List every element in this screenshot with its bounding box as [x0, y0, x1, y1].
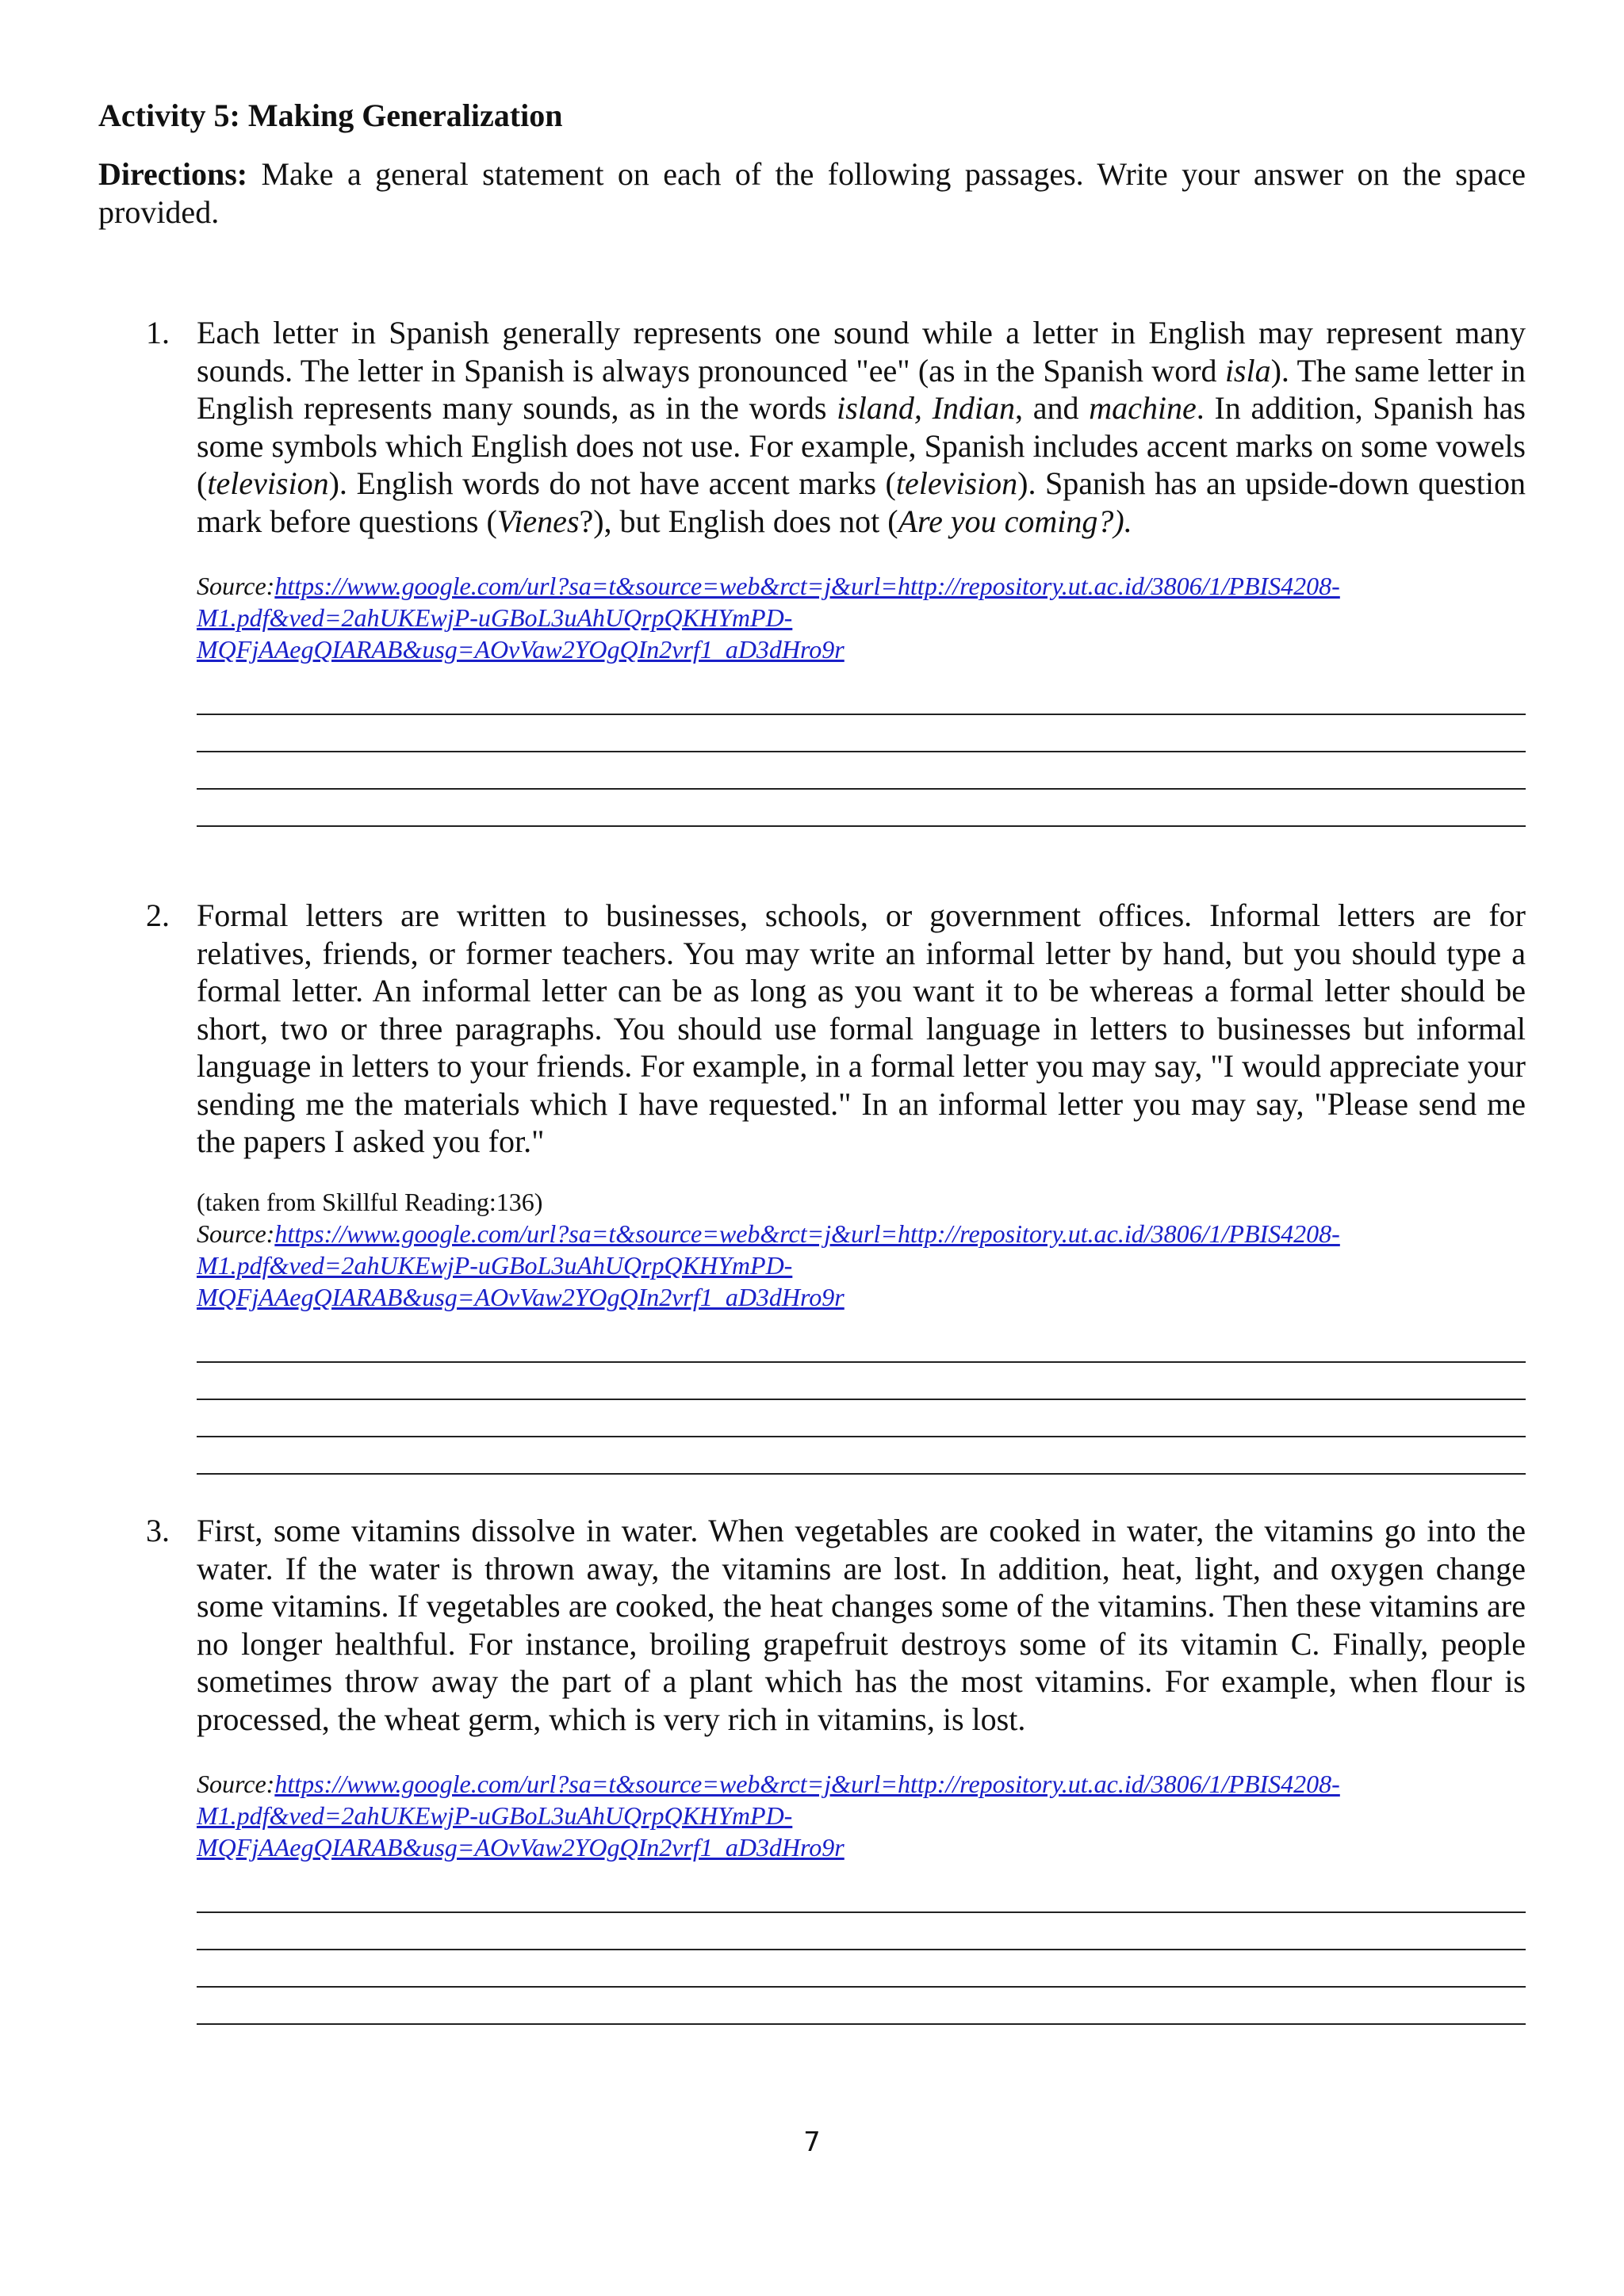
answer-line[interactable]	[197, 752, 1526, 790]
worksheet-page	[98, 94, 1526, 1862]
italic-term: television	[895, 465, 1018, 501]
passage-text	[197, 314, 1526, 540]
directions-text: Make a general statement on each of the following passages. Write your answer on the space provided.	[98, 156, 1526, 230]
answer-line[interactable]	[197, 1326, 1526, 1363]
passage-text	[197, 1512, 1526, 1738]
source-label: Source:	[197, 572, 275, 600]
italic-term: television	[207, 465, 329, 501]
passage-segment: Formal letters are written to businesses, schools, or government offices. Informal letters are for relatives, friends, or former teachers. You may write an informal letter by hand, but you should type a formal letter. An informal letter can be as long as you want it to be whereas a formal letter should be short, two or three paragraphs. You should use formal language in letters to businesses but informal language in letters to your friends. For example, in a formal letter you may say, "I would appreciate your sending me the materials which I have requested." In an informal letter you may say, "Please send me the papers I asked you for."	[197, 897, 1526, 1159]
answer-lines	[197, 1876, 1526, 2025]
passage-segment: , and	[1015, 390, 1090, 426]
activity-title: Activity 5: Making Generalization	[98, 98, 563, 133]
source-label: Source:	[197, 1219, 275, 1248]
source-citation	[197, 570, 1526, 665]
italic-term: machine	[1089, 390, 1197, 426]
answer-line[interactable]	[197, 1876, 1526, 1913]
item-number: 2.	[146, 897, 170, 933]
question-item-2	[98, 897, 1526, 1475]
directions	[98, 155, 1526, 232]
answer-line[interactable]	[197, 678, 1526, 715]
answer-line[interactable]	[197, 1363, 1526, 1400]
passage-segment: First, some vitamins dissolve in water. When vegetables are cooked in water, the vitamins go into the water. If the water is thrown away, the vitamins are lost. In addition, heat, light, and oxygen change some vitamins. If vegetables are cooked, the heat changes some of the vitamins. Then these vitamins are no longer healthful. For instance, broiling grapefruit destroys some of its vitamin C. Finally, people sometimes throw away the part of a plant which has the most vitamins. For example, when flour is processed, the wheat germ, which is very rich in vitamins, is lost.	[197, 1513, 1526, 1737]
question-item-1	[98, 314, 1526, 827]
answer-line[interactable]	[197, 790, 1526, 827]
answer-line[interactable]	[197, 1437, 1526, 1475]
italic-term: island, Indian	[837, 390, 1016, 426]
answer-line[interactable]	[197, 1988, 1526, 2025]
answer-line[interactable]	[197, 1950, 1526, 1988]
passage-segment: Each letter in Spanish generally represents one sound while a letter in English may represent many sounds. The letter in Spanish is always pronounced "ee" (as in the Spanish word	[197, 315, 1526, 388]
italic-term: Vienes	[496, 503, 580, 539]
source-link[interactable]: https://www.google.com/url?sa=t&source=web&rct=j&url=http://repository.ut.ac.id/3806/1/PBIS4208- M1.pdf&ved=2ahUKEwjP-uGBoL3uAhUQrpQKHYmPD- MQFjAAegQIARAB&usg=AOvVaw2YOgQIn2vrf1_aD3dHro9r	[197, 1219, 1340, 1311]
passage-segment: ). English words do not have accent marks (	[328, 465, 896, 501]
italic-term: Are you coming?).	[898, 503, 1132, 539]
source-link[interactable]: https://www.google.com/url?sa=t&source=web&rct=j&url=http://repository.ut.ac.id/3806/1/PBIS4208- M1.pdf&ved=2ahUKEwjP-uGBoL3uAhUQrpQKHYmPD- MQFjAAegQIARAB&usg=AOvVaw2YOgQIn2vrf1_aD3dHro9r	[197, 1770, 1340, 1862]
question-item-3	[98, 1512, 1526, 2025]
passage-segment: . In addition, Spanish has some symbols which English does not use. For example, Spanish includes accent marks on some vowels (	[197, 390, 1526, 501]
answer-line[interactable]	[197, 715, 1526, 752]
answer-line[interactable]	[197, 1400, 1526, 1437]
directions-label: Directions:	[98, 156, 248, 192]
italic-term: isla	[1224, 352, 1271, 388]
source-citation	[197, 1768, 1526, 1863]
item-number: 1.	[146, 315, 170, 350]
source-label: Source:	[197, 1770, 275, 1798]
passage-text	[197, 897, 1526, 1161]
page-number: 7	[803, 2126, 821, 2158]
answer-lines	[197, 1326, 1526, 1475]
source-link[interactable]: https://www.google.com/url?sa=t&source=web&rct=j&url=http://repository.ut.ac.id/3806/1/PBIS4208- M1.pdf&ved=2ahUKEwjP-uGBoL3uAhUQrpQKHYmPD- MQFjAAegQIARAB&usg=AOvVaw2YOgQIn2vrf1_aD3dHro9r	[197, 572, 1340, 664]
answer-line[interactable]	[197, 1913, 1526, 1950]
item-number: 3.	[146, 1513, 170, 1548]
passage-segment: ?), but English does not (	[579, 503, 898, 539]
credit-note: (taken from Skillful Reading:136)	[197, 1187, 543, 1216]
passage-segment: ). Spanish has an upside-down question mark before questions (	[197, 465, 1526, 539]
answer-lines	[197, 678, 1526, 827]
source-citation	[197, 1218, 1526, 1313]
passage-segment: ). The same letter in English represents many sounds, as in the words	[197, 352, 1526, 426]
